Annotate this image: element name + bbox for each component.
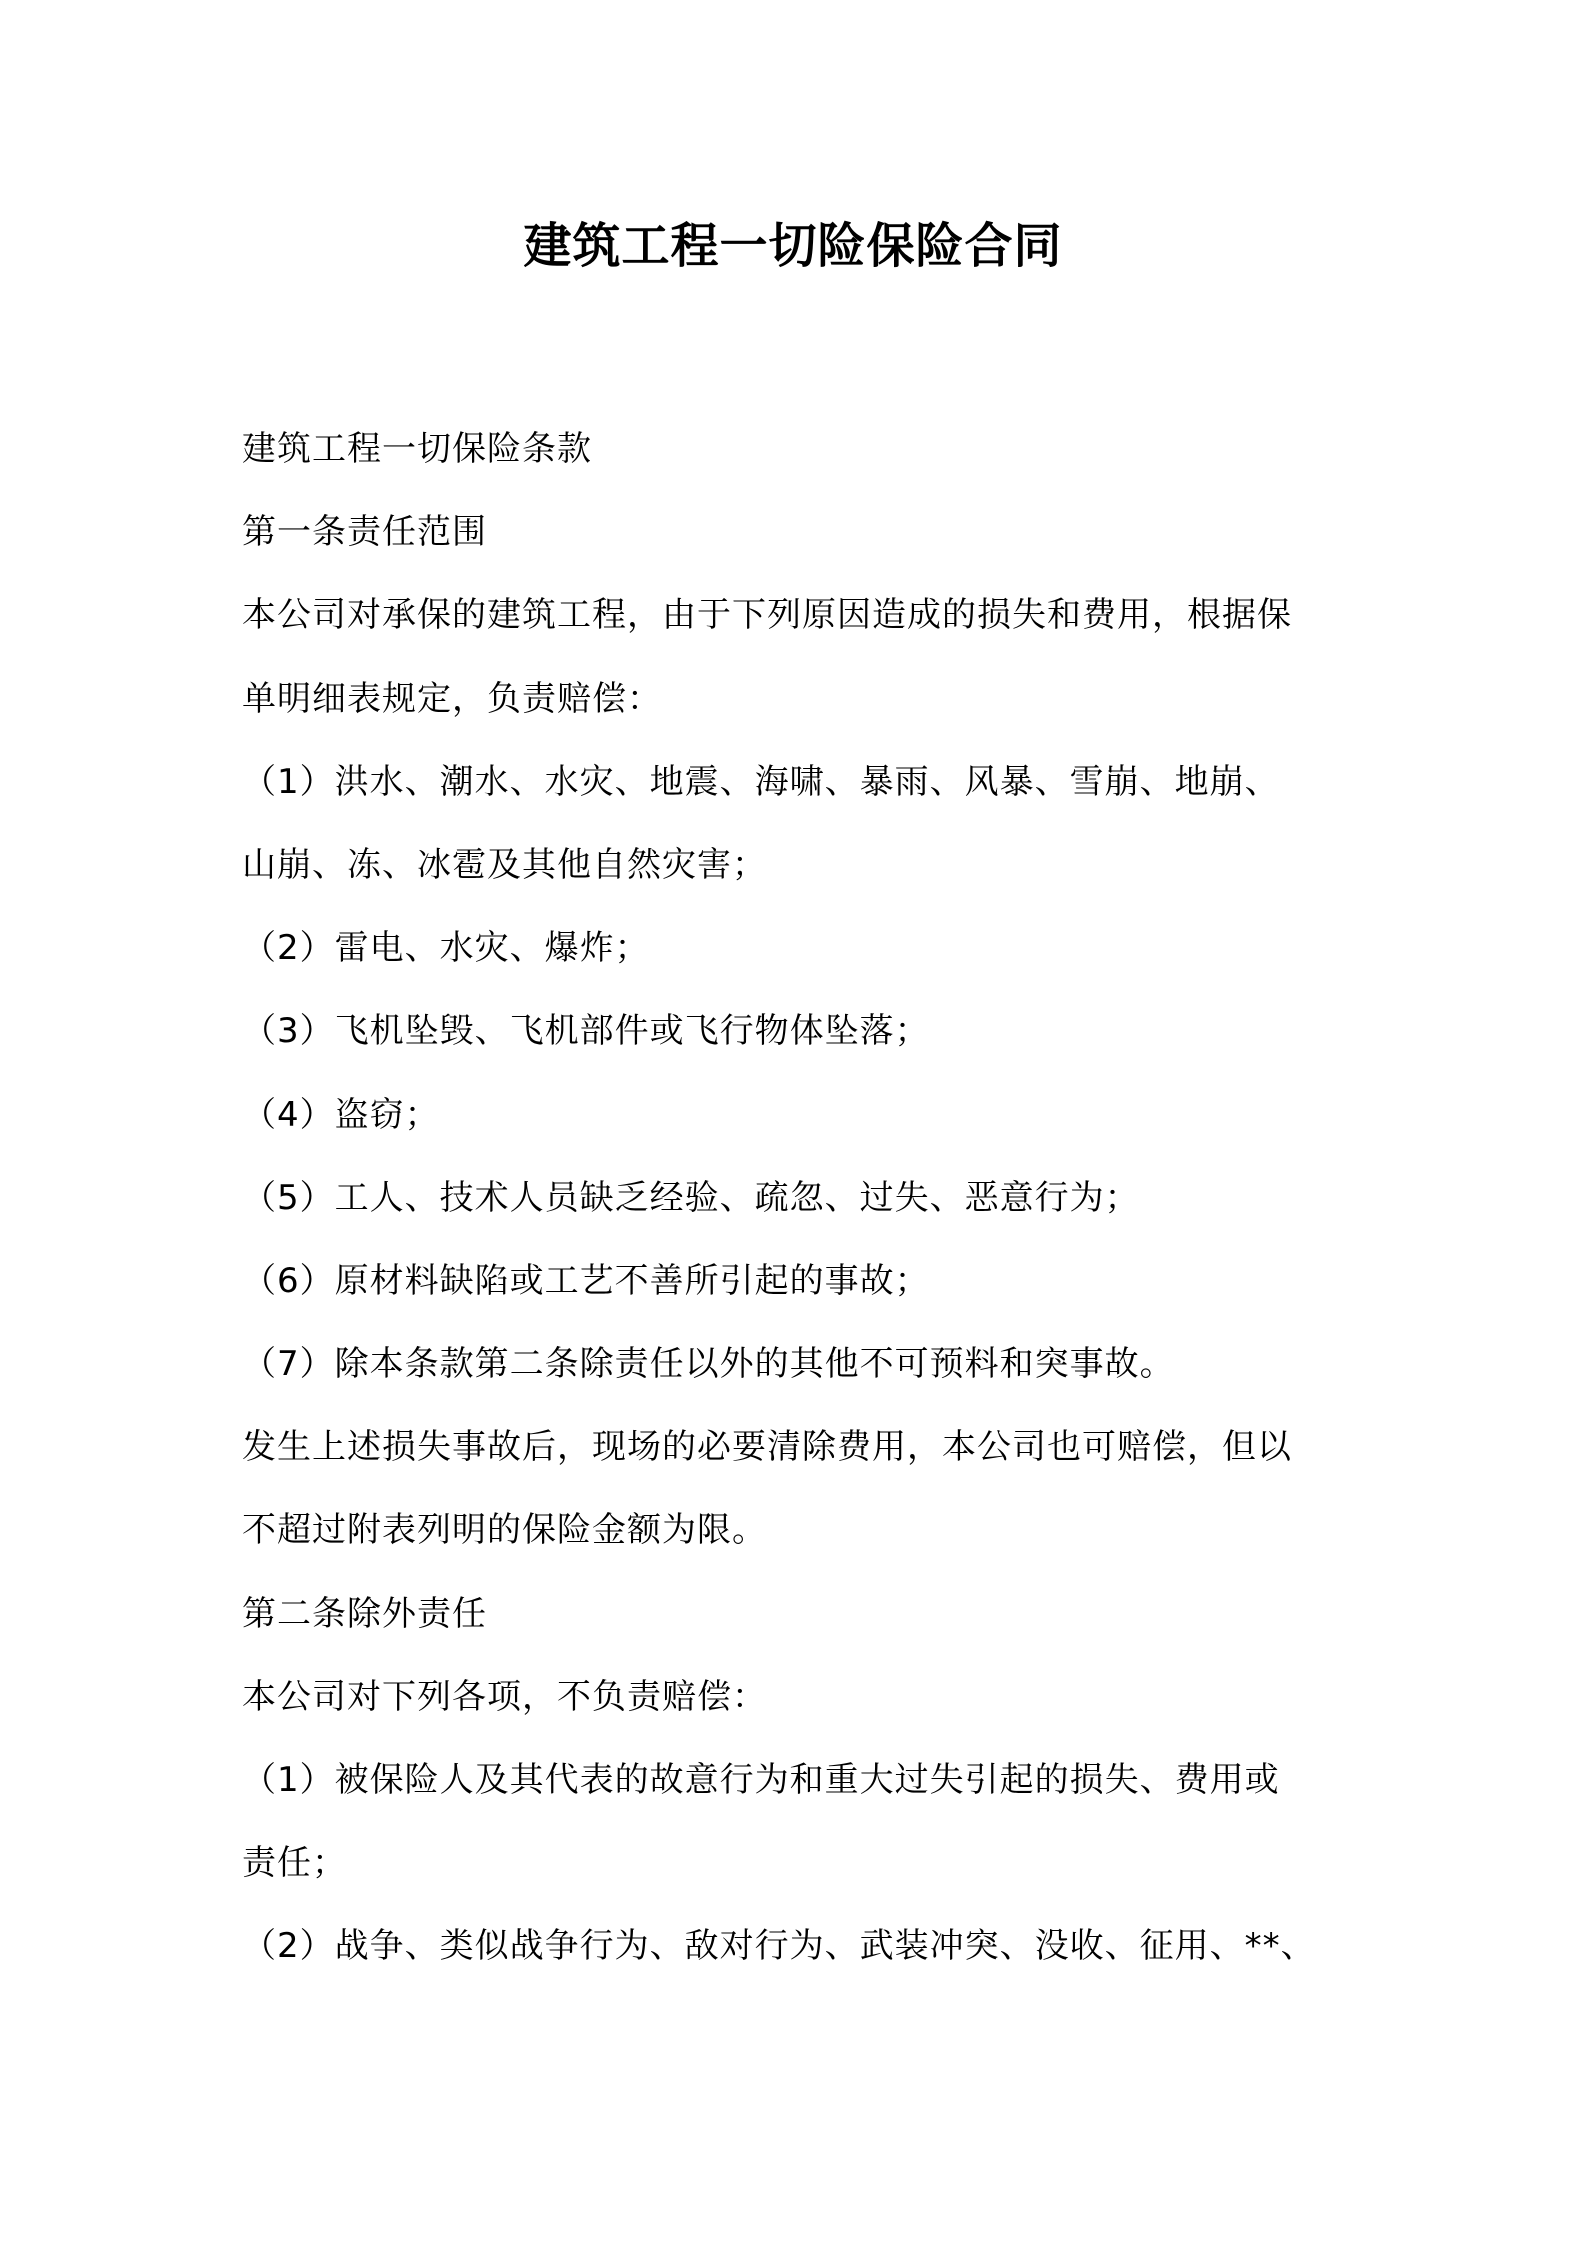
document-title: 建筑工程一切险保险合同 — [523, 218, 1063, 274]
article-heading: 第一条责任范围 — [242, 512, 487, 553]
list-item-line: 责任； — [242, 1843, 347, 1884]
list-item-line: （7）除本条款第二条除责任以外的其他不可预料和突事故。 — [242, 1344, 1175, 1385]
list-item-line: 山崩、冻、冰雹及其他自然灾害； — [242, 844, 767, 885]
list-item-line: （3）飞机坠毁、飞机部件或飞行物体坠落； — [242, 1011, 930, 1052]
clause-heading: 建筑工程一切保险条款 — [242, 429, 592, 469]
list-item-line: （1）被保险人及其代表的故意行为和重大过失引起的损失、费用或 — [242, 1760, 1280, 1800]
list-item-line: （4）盗窃； — [242, 1094, 440, 1135]
list-item-line: （6）原材料缺陷或工艺不善所引起的事故； — [242, 1260, 930, 1301]
document-body — [242, 408, 1362, 1989]
list-item-line: （2）战争、类似战争行为、敌对行为、武装冲突、没收、征用、**、 — [242, 1926, 1316, 1967]
list-item-line: （2）雷电、水灾、爆炸； — [242, 928, 650, 969]
paragraph-line: 本公司对承保的建筑工程，由于下列原因造成的损失和费用，根据保 — [242, 595, 1292, 636]
list-item-line: （5）工人、技术人员缺乏经验、疏忽、过失、恶意行为； — [242, 1177, 1140, 1218]
paragraph-line: 本公司对下列各项，不负责赔偿： — [242, 1676, 767, 1717]
paragraph-line: 发生上述损失事故后，现场的必要清除费用，本公司也可赔偿，但以 — [242, 1427, 1292, 1468]
paragraph-line: 单明细表规定，负责赔偿： — [242, 678, 662, 719]
list-item-line: （1）洪水、潮水、水灾、地震、海啸、暴雨、风暴、雪崩、地崩、 — [242, 761, 1280, 802]
article-heading: 第二条除外责任 — [242, 1593, 487, 1634]
paragraph-line: 不超过附表列明的保险金额为限。 — [242, 1510, 767, 1551]
